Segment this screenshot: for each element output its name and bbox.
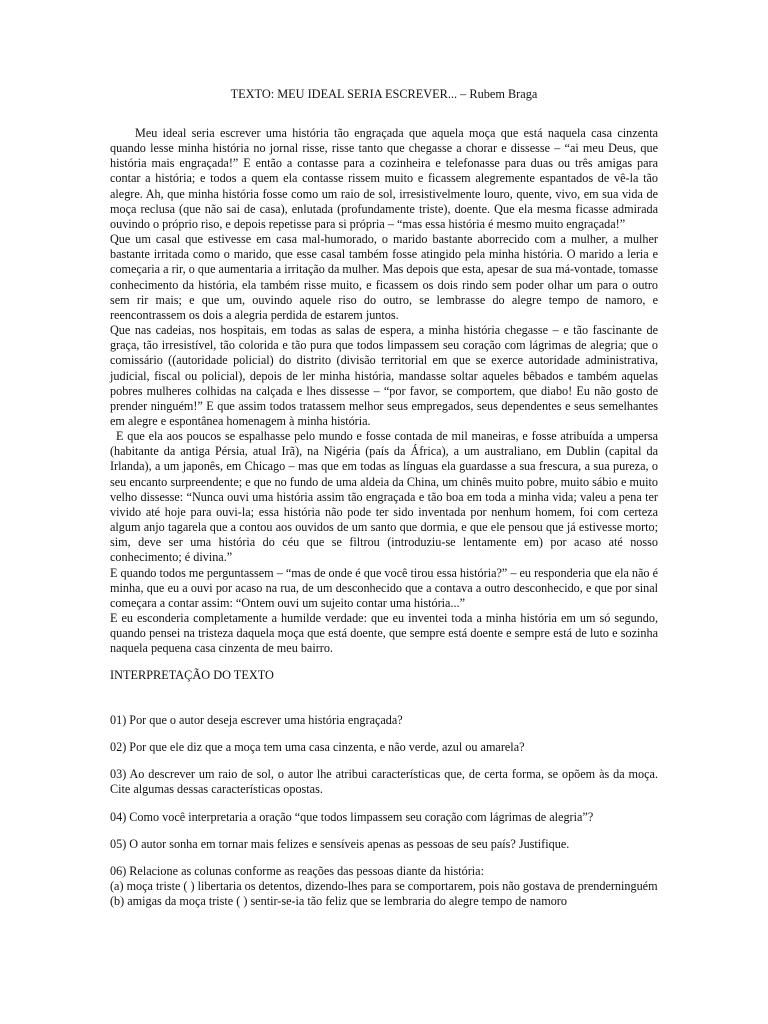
story-paragraph-2: Que um casal que estivesse em casa mal-humorado, o marido bastante aborrecido com a mulher, a mulher bastante irritada como o marido, que esse casal também fosse atingido pela minha história. O marido a leria e começaria a rir, o que aumentaria a irritação da mulher. Mas depois que esta, apesar de sua má-vontade, tomasse conhecimento da história, ela também risse muito, e ficassem os dois rindo sem poder olhar um para o outro sem rir mais; e que um, ouvindo aquele riso do outro, se lembrasse do alegre tempo de namoro, e reencontrassem os dois a alegria perdida de estarem juntos. <box>110 232 658 322</box>
question-03: 03) Ao descrever um raio de sol, o autor lhe atribui características que, de certa forma, se opõem às da moça. Cite algumas dessas características opostas. <box>110 767 658 797</box>
question-04: 04) Como você interpretaria a oração “que todos limpassem seu coração com lágrimas de alegria”? <box>110 809 594 824</box>
story-body <box>110 126 658 656</box>
story-paragraph-4: E que ela aos poucos se espalhasse pelo mundo e fosse contada de mil maneiras, e fosse atribuída a umpersa (habitante da antiga Pérsia, atual Irã), na Nigéria (país da África), a um australiano, em Dublin (capital da Irlanda), a um japonês, em Chicago – mas que em todas as línguas ela guardasse a sua frescura, a sua pureza, o seu encanto surpreendente; e que no fundo de uma aldeia da China, um chinês muito pobre, muito sábio e muito velho dissesse: “Nunca ouvi uma história assim tão engraçada e tão boa em toda a minha vida; valeu a pena ter vivido até hoje para ouvi-la; essa história não pode ter sido inventada por nenhum homem, foi com certeza algum anjo tagarela que a contou aos ouvidos de um santo que dormia, e que ele pensou que já estivesse morto; sim, deve ser uma história do céu que se filtrou (introduziu-se lentamente em) por acaso até nosso conhecimento; é divina.” <box>110 429 658 565</box>
story-paragraph-3: Que nas cadeias, nos hospitais, em todas as salas de espera, a minha história chegasse – e tão fascinante de graça, tão irresistível, tão colorida e tão pura que todos limpassem seu coração com lágrimas de alegria; que o comissário ((autoridade policial) do distrito (divisão territorial em que se exerce autoridade administrativa, judicial, fiscal ou policial), depois de ler minha história, mandasse soltar aqueles bêbados e também aquelas pobres mulheres colhidas na calçada e lhes dissesse – “por favor, se comportem, que diabo! Eu não gosto de prender ninguém!” E que assim todos tratassem melhor seus empregados, seus dependentes e seus semelhantes em alegre e espontânea homenagem à minha história. <box>110 323 658 428</box>
story-paragraph-1: Meu ideal seria escrever uma história tão engraçada que aquela moça que está naquela casa cinzenta quando lesse minha história no jornal risse, risse tanto que chegasse a chorar e dissesse – “ai meu Deus, que história mais engraçada!” E então a contasse para a cozinheira e telefonasse para duas ou três amigas para contar a história; e todos a quem ela contasse rissem muito e ficassem alegremente espantados de vê-la tão alegre. Ah, que minha história fosse como um raio de sol, irresistivelmente louro, quente, vivo, em sua vida de moça reclusa (que não sai de casa), enlutada (profundamente triste), doente. Que ela mesma ficasse admirada ouvindo o próprio riso, e depois repetisse para si própria – “mas essa história é mesmo muito engraçada!” <box>110 126 658 231</box>
story-paragraph-6: E eu esconderia completamente a humilde verdade: que eu inventei toda a minha história em um só segundo, quando pensei na tristeza daquela moça que está doente, que sempre está doente e sempre está de luto e sozinha naquela pequena casa cinzenta de meu bairro. <box>110 611 658 656</box>
question-05: 05) O autor sonha em tornar mais felizes e sensíveis apenas as pessoas de seu país? Justifique. <box>110 836 570 851</box>
question-02: 02) Por que ele diz que a moça tem uma casa cinzenta, e não verde, azul ou amarela? <box>110 740 525 755</box>
questions-list <box>110 713 658 909</box>
story-paragraph-5: E quando todos me perguntassem – “mas de onde é que você tirou essa história?” – eu responderia que ela não é minha, que eu a ouvi por acaso na rua, de um desconhecido que a contava a outro desconhecido, e que por sinal começara a contar assim: “Ontem ouvi um sujeito contar uma história...” <box>110 565 658 610</box>
question-01: 01) Por que o autor deseja escrever uma história engraçada? <box>110 713 403 727</box>
match-item-a: (a) moça triste ( ) libertaria os detentos, dizendo-lhes para se comportarem, pois não gostava de prenderninguém <box>110 879 658 894</box>
section-heading: INTERPRETAÇÃO DO TEXTO <box>110 668 274 682</box>
match-item-b: (b) amigas da moça triste ( ) sentir-se-ia tão feliz que se lembraria do alegre tempo de namoro <box>110 894 567 909</box>
question-06: 06) Relacione as colunas conforme as reações das pessoas diante da história: <box>110 863 484 878</box>
document-title: TEXTO: MEU IDEAL SERIA ESCREVER... – Rubem Braga <box>230 87 538 101</box>
